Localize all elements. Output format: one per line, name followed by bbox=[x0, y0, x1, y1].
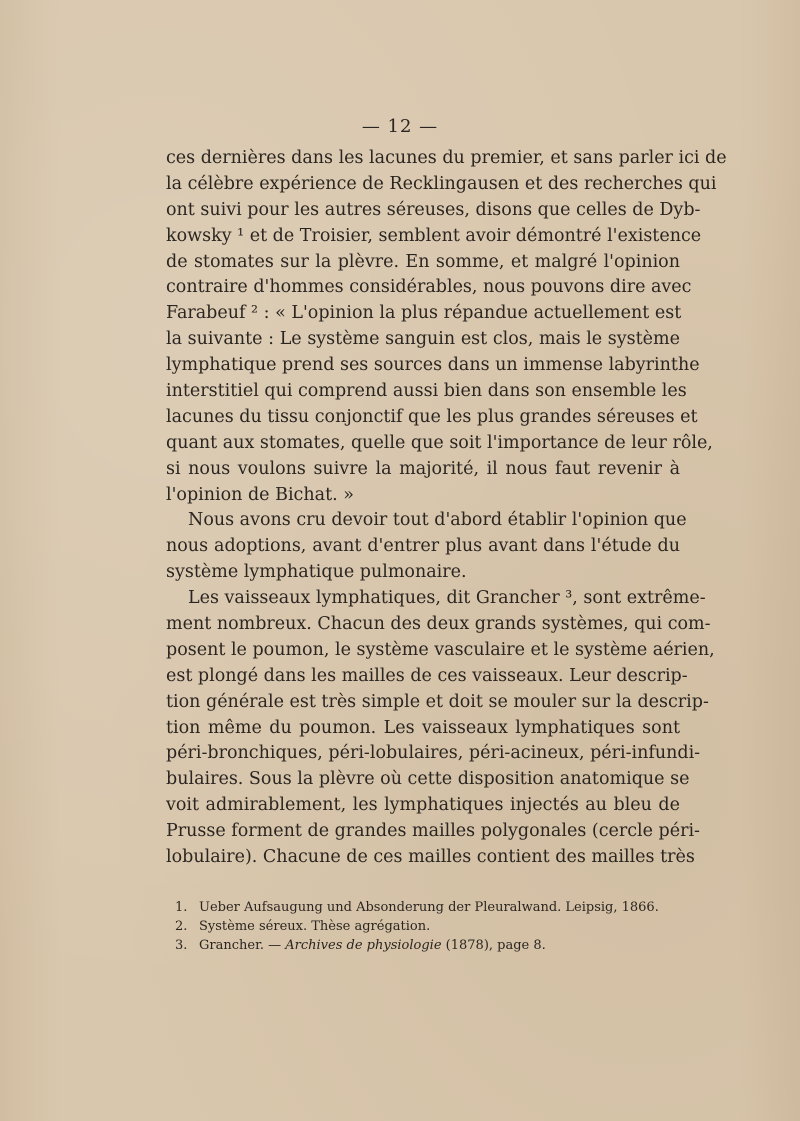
text-line: tion même du poumon. Les vaisseaux lymphatiques sont bbox=[166, 717, 680, 738]
text-line: de stomates sur la plèvre. En somme, et malgré l'opinion bbox=[166, 251, 680, 272]
text-line: la célèbre expérience de Recklingausen et des recherches qui bbox=[166, 173, 717, 194]
text-line: Les vaisseaux lymphatiques, dit Grancher ³, sont extrême- bbox=[188, 588, 706, 609]
text-line: lacunes du tissu conjonctif que les plus grandes séreuses et bbox=[166, 406, 698, 427]
footnote-author: Grancher. — bbox=[199, 938, 286, 953]
text-line: interstitiel qui comprend aussi bien dans son ensemble les bbox=[166, 381, 687, 402]
footnote-number: 1. bbox=[175, 900, 188, 915]
body-text bbox=[166, 146, 727, 871]
footnote-1 bbox=[175, 898, 659, 917]
text-line: contraire d'hommes considérables, nous pouvons dire avec bbox=[166, 277, 692, 298]
text-line: kowsky ¹ et de Troisier, semblent avoir démontré l'existence bbox=[166, 225, 702, 246]
text-line: est plongé dans les mailles de ces vaisseaux. Leur descrip- bbox=[166, 665, 688, 686]
text-line: péri-bronchiques, péri-lobulaires, péri-acineux, péri-infundi- bbox=[166, 743, 701, 764]
paragraph bbox=[166, 146, 727, 508]
footnote-journal-title: Archives de physiologie bbox=[285, 938, 442, 953]
footnote-text: Système séreux. Thèse agrégation. bbox=[199, 919, 431, 934]
text-line: si nous voulons suivre la majorité, il nous faut revenir à bbox=[166, 458, 680, 479]
text-line: tion générale est très simple et doit se mouler sur la descrip- bbox=[166, 691, 709, 712]
text-line: quant aux stomates, quelle que soit l'importance de leur rôle, bbox=[166, 432, 713, 453]
footnotes bbox=[175, 898, 659, 955]
footnote-number: 2. bbox=[175, 919, 188, 934]
text-line: lymphatique prend ses sources dans un immense labyrinthe bbox=[166, 355, 700, 376]
text-line: l'opinion de Bichat. » bbox=[166, 484, 354, 505]
text-line: Farabeuf ² : « L'opinion la plus répandue actuellement est bbox=[166, 303, 682, 324]
text-line: ont suivi pour les autres séreuses, disons que celles de Dyb- bbox=[166, 199, 701, 220]
text-line: bulaires. Sous la plèvre où cette disposition anatomique se bbox=[166, 769, 690, 790]
text-line: la suivante : Le système sanguin est clos, mais le système bbox=[166, 329, 680, 350]
text-line: lobulaire). Chacune de ces mailles contient des mailles très bbox=[166, 847, 695, 868]
footnote-citation: (1878), page 8. bbox=[441, 938, 546, 953]
text-line: posent le poumon, le système vasculaire et le système aérien, bbox=[166, 639, 715, 660]
footnote-3 bbox=[175, 936, 655, 955]
footnote-2 bbox=[175, 917, 655, 936]
text-line: système lymphatique pulmonaire. bbox=[166, 562, 467, 583]
footnote-number: 3. bbox=[175, 938, 188, 953]
paragraph bbox=[166, 586, 715, 871]
text-line: ces dernières dans les lacunes du premier, et sans parler ici de bbox=[166, 148, 727, 168]
text-line: nous adoptions, avant d'entrer plus avant dans l'étude du bbox=[166, 536, 680, 557]
text-line: voit admirablement, les lymphatiques injectés au bleu de bbox=[166, 795, 680, 816]
text-line: ment nombreux. Chacun des deux grands systèmes, qui com- bbox=[166, 614, 711, 635]
page-number: — 12 — bbox=[361, 116, 439, 137]
footnote-text: Ueber Aufsaugung und Absonderung der Pleuralwand. Leipsig, 1866. bbox=[199, 900, 659, 915]
paragraph bbox=[166, 508, 687, 586]
text-line: Nous avons cru devoir tout d'abord établir l'opinion que bbox=[188, 510, 687, 531]
text-line: Prusse forment de grandes mailles polygonales (cercle péri- bbox=[166, 821, 700, 842]
